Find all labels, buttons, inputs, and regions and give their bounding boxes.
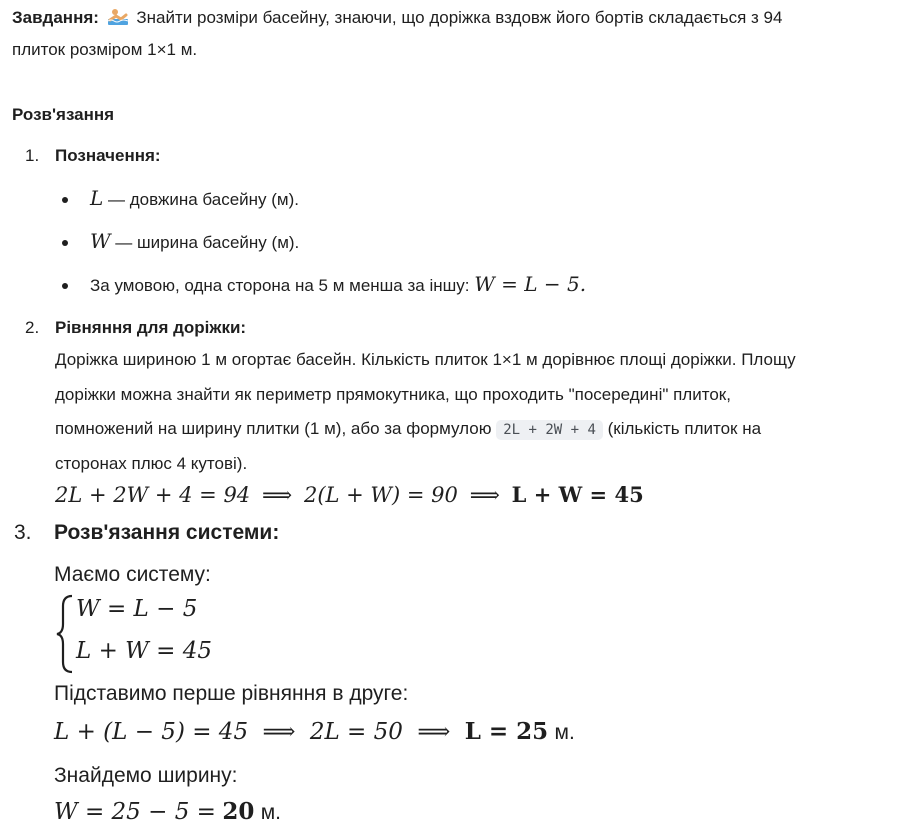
eq-part-a: 2L + 2W + 4 = 94 (55, 483, 251, 507)
formula-w-l: W = L − 5. (474, 272, 587, 296)
step1-bullet-2 (90, 229, 299, 253)
step2-paragraph-4: сторонах плюс 4 кутові). (55, 454, 248, 473)
step2-paragraph-1: Доріжка шириною 1 м огортає басейн. Кількість плиток 1×1 м дорівнює площі доріжки. Площу (55, 350, 796, 369)
implies-arrow: ⟹ (469, 483, 500, 507)
step1-number: 1. (25, 146, 40, 165)
step2-title: Рівняння для доріжки: (55, 318, 247, 337)
step2-paragraph-2: доріжки можна знайти як периметр прямокутника, що проходить "посередині" плиток, (55, 385, 731, 404)
bullet-3-text: За умовою, одна сторона на 5 м менша за іншу: (90, 276, 470, 295)
step3-equation-w (54, 798, 281, 825)
step1-bullet-3 (90, 272, 586, 296)
step2-paragraph-3 (55, 419, 761, 439)
step2-equation (55, 482, 644, 508)
step1-title: Позначення: (55, 146, 161, 165)
unit-m: м. (260, 801, 281, 824)
eq-part-b: 2(L + W) = 90 (303, 483, 458, 507)
bullet-dot (62, 283, 68, 289)
eq-part-b: 2L = 50 (309, 719, 403, 745)
step2-number: 2. (25, 318, 40, 337)
system-eq-2: L + W = 45 (76, 638, 212, 664)
step3-equation-l (54, 718, 575, 745)
eq-part-a: L + (L − 5) = 45 (54, 719, 249, 745)
var-l: L (90, 186, 104, 210)
bullet-2-text: — ширина басейну (м). (115, 233, 300, 252)
task-text-2: плиток розміром 1×1 м. (12, 40, 198, 59)
step3-subst-text: Підставимо перше рівняння в друге: (54, 682, 409, 705)
task-text-1: Знайти розміри басейну, знаючи, що доріжка вздовж його бортів складається з 94 (136, 8, 783, 27)
eq-part-c: L + W = 45 (511, 482, 644, 507)
step3-intro: Маємо систему: (54, 563, 211, 586)
var-w: W (90, 229, 111, 253)
p3-text-b: (кількість плиток на (607, 419, 762, 438)
eq-w-value: 20 (222, 798, 255, 825)
solution-heading: Розв'язання (12, 105, 115, 124)
implies-arrow: ⟹ (417, 719, 451, 745)
implies-arrow: ⟹ (262, 483, 293, 507)
bullet-dot (62, 240, 68, 246)
swimmer-icon (107, 8, 129, 26)
task-line-1 (12, 8, 782, 28)
eq-w: W = 25 − 5 = (54, 799, 216, 825)
step3-title: Розв'язання системи: (54, 521, 280, 544)
p3-text-a: помножений на ширину плитки (1 м), або за формулою (55, 419, 492, 438)
implies-arrow: ⟹ (262, 719, 296, 745)
bullet-1-text: — довжина басейну (м). (108, 190, 299, 209)
unit-m: м. (554, 721, 575, 744)
system-eq-1: W = L − 5 (76, 596, 198, 622)
bullet-dot (62, 197, 68, 203)
eq-part-c: L = 25 (464, 718, 549, 745)
step3-width-text: Знайдемо ширину: (54, 764, 238, 787)
formula-code: 2L + 2W + 4 (496, 420, 603, 440)
task-label: Завдання: (12, 8, 99, 27)
step1-bullet-1 (90, 186, 299, 210)
step3-number: 3. (14, 521, 32, 544)
